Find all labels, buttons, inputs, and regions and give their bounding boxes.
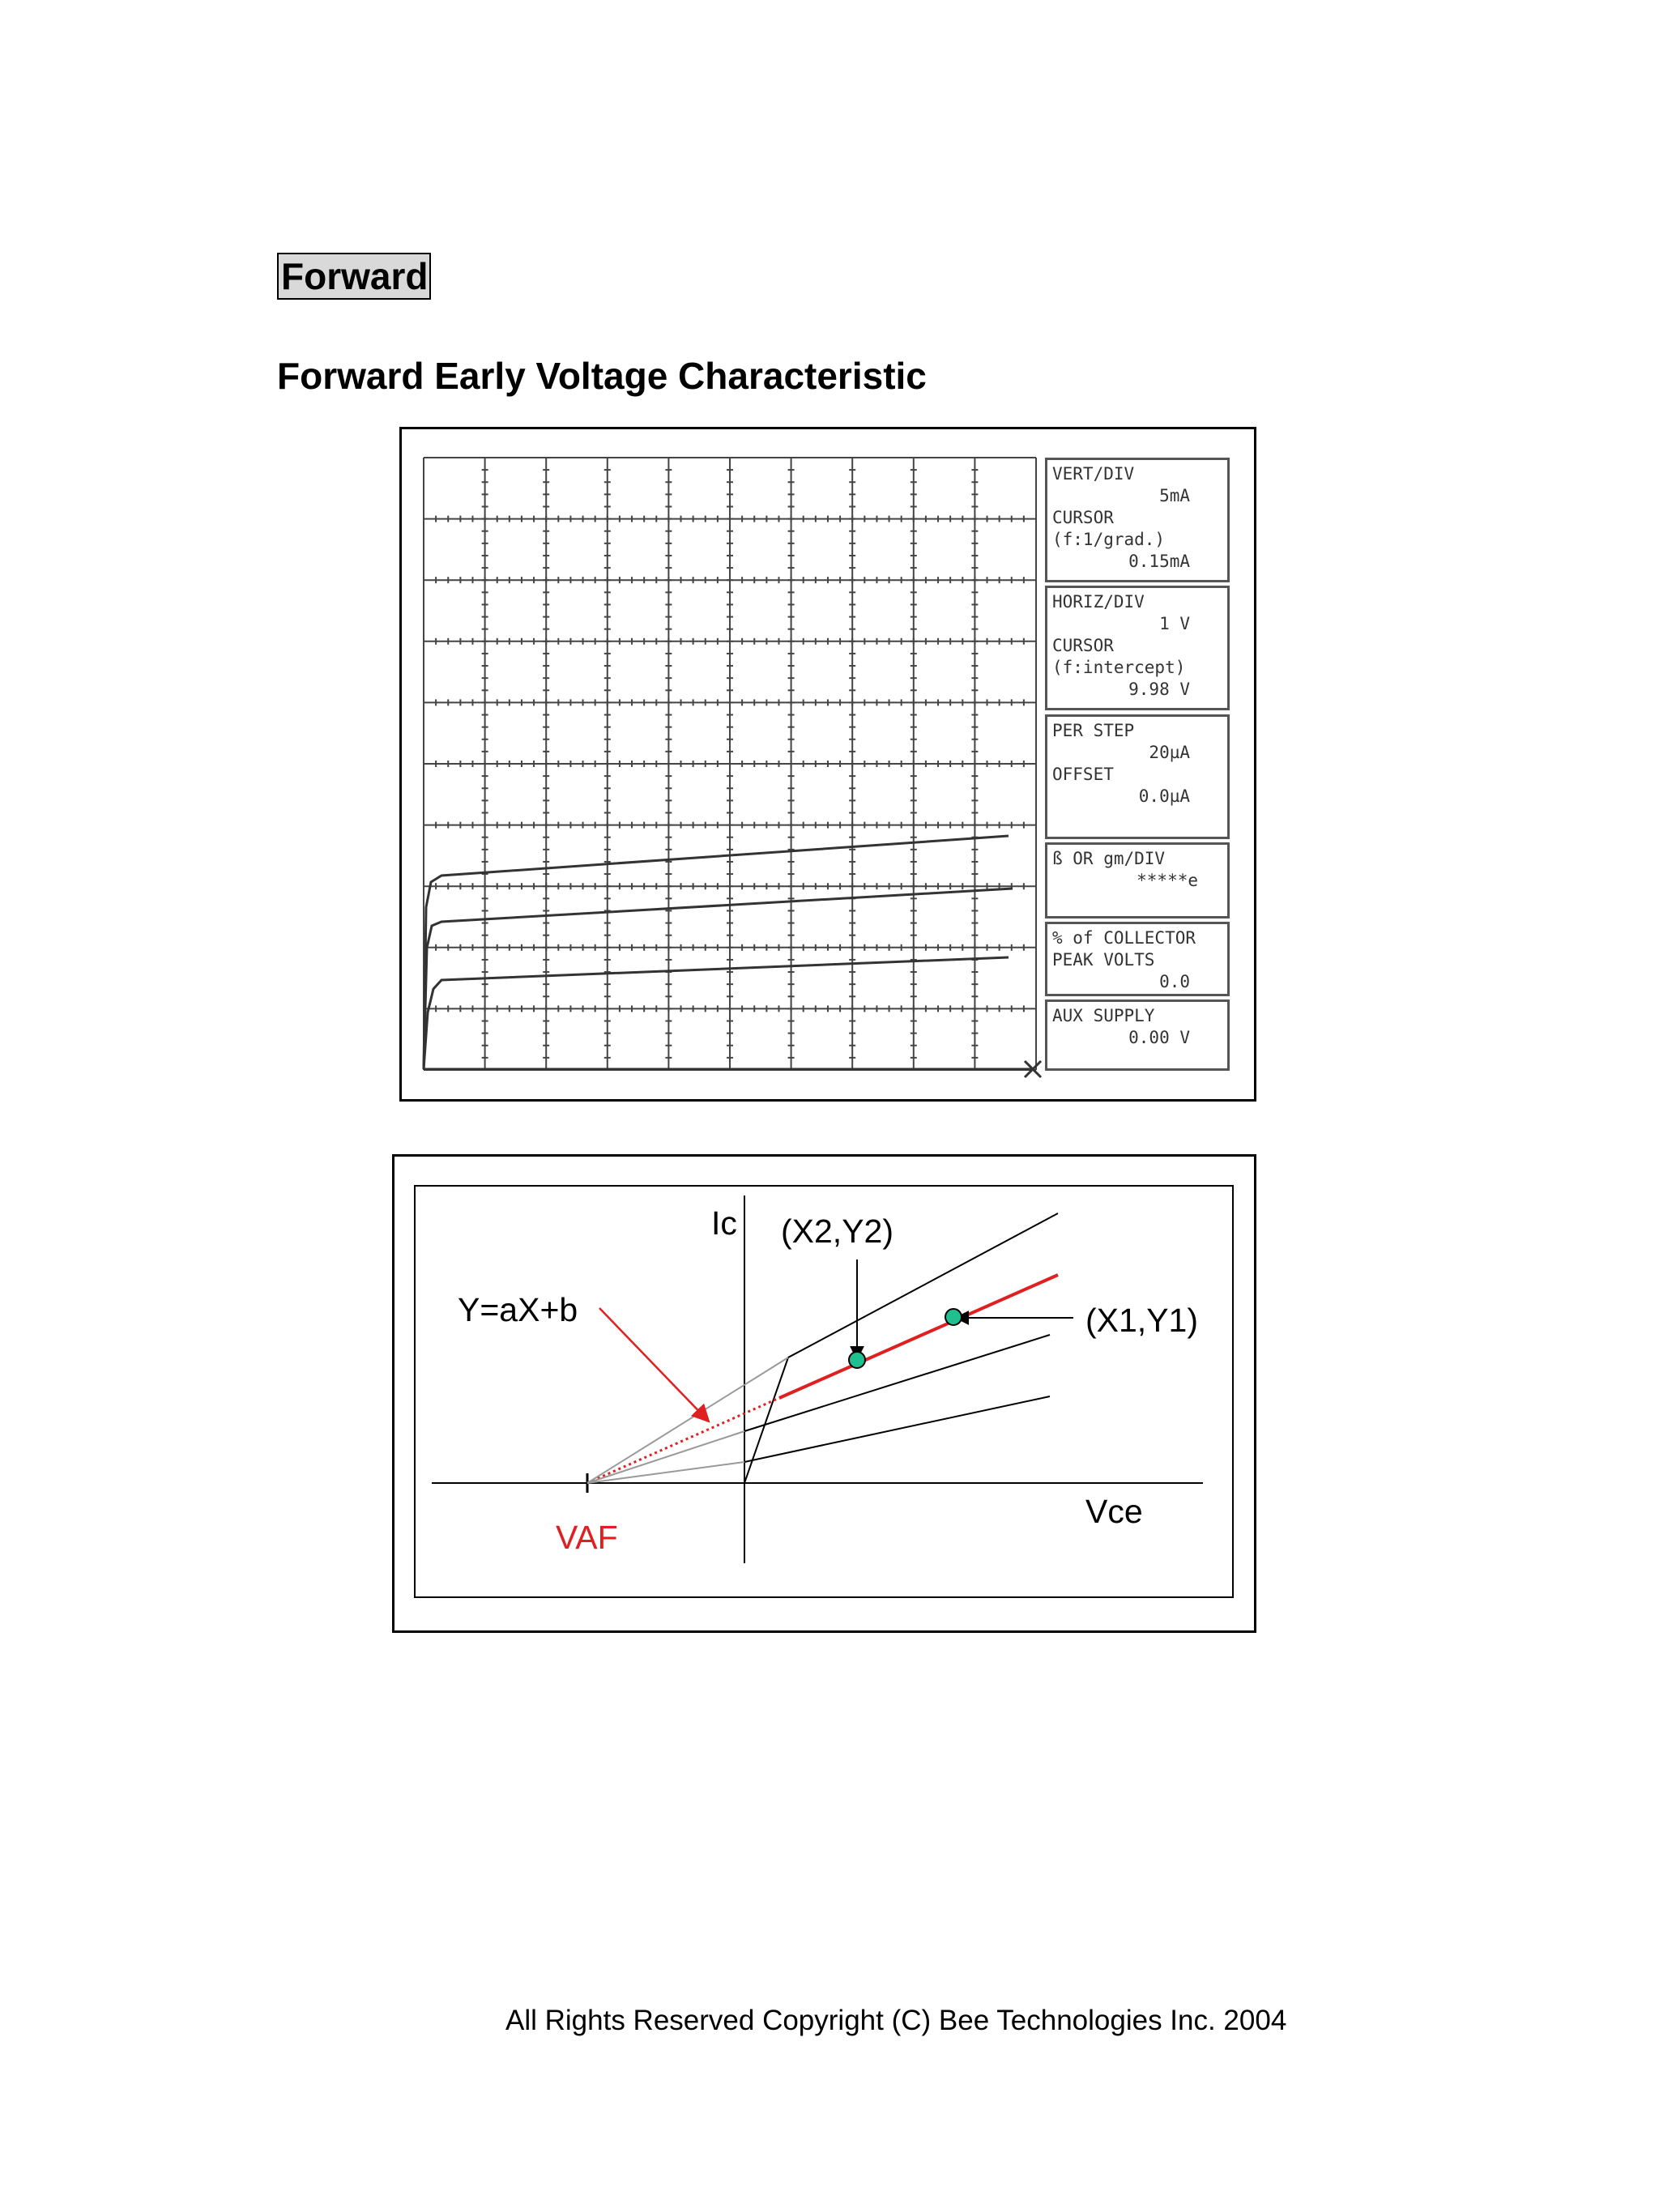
offset-value: 0.0µA xyxy=(1138,786,1190,806)
extrapolation-3 xyxy=(587,1462,744,1483)
collector-label-2: PEAK VOLTS xyxy=(1052,950,1155,970)
vert-cursor-mode: (f:1/grad.) xyxy=(1052,530,1166,549)
vert-div-label: VERT/DIV xyxy=(1052,464,1135,484)
horiz-div-label: HORIZ/DIV xyxy=(1052,592,1145,612)
equation-label: Y=aX+b xyxy=(458,1291,578,1328)
extrapolation-1 xyxy=(587,1357,788,1483)
copyright-footer: All Rights Reserved Copyright (C) Bee Technologies Inc. 2004 xyxy=(505,2005,1287,2036)
vert-div-value: 5mA xyxy=(1159,486,1190,505)
per-step-label: PER STEP xyxy=(1052,721,1135,740)
page-heading: Forward Early Voltage Characteristic xyxy=(277,355,927,397)
vert-cursor-value: 0.15mA xyxy=(1128,552,1190,571)
point1-label: (X1,Y1) xyxy=(1085,1302,1198,1339)
horiz-cursor-mode: (f:intercept) xyxy=(1052,658,1186,677)
beta-value: *****e xyxy=(1137,871,1198,890)
ic-line-2 xyxy=(744,1335,1050,1431)
offset-label: OFFSET xyxy=(1052,765,1114,784)
horiz-div-value: 1 V xyxy=(1159,614,1190,633)
ic-line-3 xyxy=(744,1396,1050,1462)
section-tag: Forward xyxy=(277,253,431,300)
horiz-cursor-label: CURSOR xyxy=(1052,636,1114,655)
horiz-cursor-value: 9.98 V xyxy=(1128,680,1190,699)
collector-label-1: % of COLLECTOR xyxy=(1052,928,1196,948)
equation-arrow xyxy=(599,1308,709,1421)
aux-supply-label: AUX SUPPLY xyxy=(1052,1006,1155,1025)
point-x1-y1 xyxy=(945,1309,962,1325)
vaf-label: VAF xyxy=(556,1519,618,1556)
extrapolation-2 xyxy=(587,1431,744,1483)
beta-label: ß OR gm/DIV xyxy=(1052,849,1166,868)
ic-axis-label: Ic xyxy=(711,1204,737,1242)
saturation-knee xyxy=(744,1213,1058,1483)
aux-supply-value: 0.00 V xyxy=(1128,1028,1190,1047)
collector-value: 0.0 xyxy=(1159,972,1190,991)
vert-cursor-label: CURSOR xyxy=(1052,508,1114,527)
point2-label: (X2,Y2) xyxy=(781,1213,893,1250)
vce-axis-label: Vce xyxy=(1085,1493,1143,1530)
ic-line-fit xyxy=(779,1275,1058,1398)
point-x2-y2 xyxy=(849,1352,865,1368)
per-step-value: 20µA xyxy=(1149,743,1190,762)
